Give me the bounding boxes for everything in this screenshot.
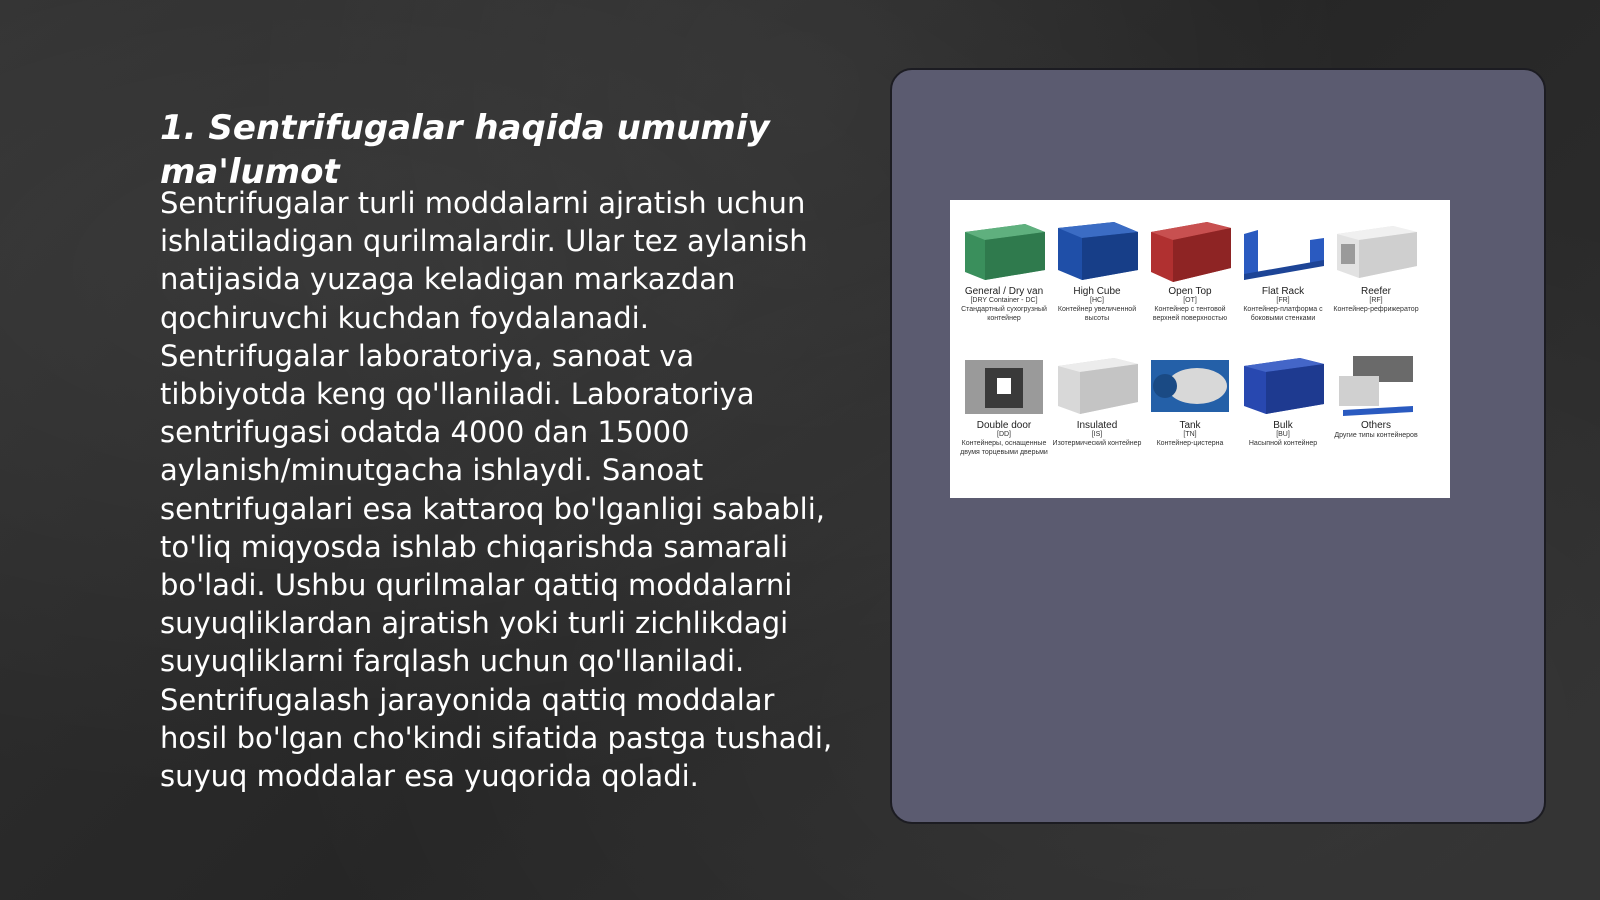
container-reefer-code: [RF]	[1369, 297, 1383, 304]
container-double-door-desc: Контейнеры, оснащенные двумя торцевыми дверьми	[960, 440, 1048, 456]
container-reefer	[1330, 218, 1422, 314]
container-reefer-icon	[1333, 218, 1419, 284]
container-bulk-label: Bulk	[1273, 420, 1293, 431]
container-reefer-label: Reefer	[1360, 286, 1391, 297]
container-high-cube-code: [HC]	[1090, 297, 1104, 304]
container-open-top-desc: Контейнер с тентовой верхней поверхностью	[1152, 306, 1228, 322]
container-others	[1330, 352, 1422, 440]
container-tank-desc: Контейнер-цистерна	[1156, 440, 1224, 447]
container-high-cube-label: High Cube	[1073, 286, 1121, 297]
container-tank-icon	[1147, 352, 1233, 418]
container-general-code: [DRY Container - DC]	[970, 297, 1038, 304]
container-double-door-code: [DD]	[997, 431, 1011, 438]
container-insulated	[1051, 352, 1143, 448]
container-tank-code: [TN]	[1183, 431, 1197, 438]
container-general-desc: Стандартный сухогрузный контейнер	[961, 306, 1047, 322]
container-general-label: General / Dry van	[964, 286, 1044, 297]
container-double-door-icon	[961, 352, 1047, 418]
container-double-door-label: Double door	[976, 420, 1032, 431]
container-flat-rack-desc: Контейнер-платформа с боковыми стенками	[1243, 306, 1323, 322]
container-high-cube-desc: Контейнер увеличенной высоты	[1057, 306, 1137, 322]
container-insulated-desc: Изотермический контейнер	[1052, 440, 1142, 447]
container-general-icon	[961, 218, 1047, 284]
container-others-desc: Другие типы контейнеров	[1334, 432, 1418, 439]
container-tank-label: Tank	[1179, 420, 1201, 431]
container-high-cube-icon	[1054, 218, 1140, 284]
container-open-top-icon	[1147, 218, 1233, 284]
container-others-icon	[1333, 352, 1419, 418]
container-reefer-desc: Контейнер-рефрижератор	[1333, 306, 1419, 313]
container-bulk-icon	[1240, 352, 1326, 418]
container-open-top-code: [OT]	[1183, 297, 1197, 304]
container-high-cube	[1051, 218, 1143, 323]
container-flat-rack	[1237, 218, 1329, 323]
container-bulk-code: [BU]	[1276, 431, 1290, 438]
container-open-top	[1144, 218, 1236, 323]
container-open-top-label: Open Top	[1168, 286, 1212, 297]
container-flat-rack-code: [FR]	[1276, 297, 1290, 304]
slide-body-text: Sentrifugalar turli moddalarni ajratish uchun ishlatiladigan qurilmalardir. Ular tez aylanish natijasida yuzaga keladigan markazdan qochiruvchi kuchdan foydalanadi. Sentrifugalar laboratoriya, sanoat va tibbiyotda keng qo'llaniladi. Laboratoriya sentrifugasi odatda 4000 dan 15000 aylanish/minutgacha ishlaydi. Sanoat sentrifugalari esa kattaroq bo'lganligi sababli, to'liq miqyosda ishlab chiqarishda samarali bo'ladi. Ushbu qurilmalar qattiq moddalarni suyuqliklardan ajratish yoki turli zichlikdagi suyuqliklarni farqlash uchun qo'llaniladi. Sentrifugalash jarayonida qattiq moddalar hosil bo'lgan cho'kindi sifatida pastga tushadi, suyuq moddalar esa yuqorida qoladi.	[160, 186, 833, 794]
container-double-door	[958, 352, 1050, 457]
container-types-image	[950, 200, 1450, 498]
container-insulated-code: [IS]	[1091, 431, 1103, 438]
container-insulated-icon	[1054, 352, 1140, 418]
container-flat-rack-icon	[1240, 218, 1326, 284]
container-flat-rack-label: Flat Rack	[1261, 286, 1305, 297]
container-bulk-desc: Насыпной контейнер	[1248, 440, 1318, 447]
container-others-label: Others	[1360, 420, 1391, 431]
container-insulated-label: Insulated	[1076, 420, 1118, 431]
slide-title: 1. Sentrifugalar haqida umumiy ma'lumot	[160, 108, 770, 192]
container-general	[958, 218, 1050, 323]
container-tank	[1144, 352, 1236, 448]
container-bulk	[1237, 352, 1329, 448]
